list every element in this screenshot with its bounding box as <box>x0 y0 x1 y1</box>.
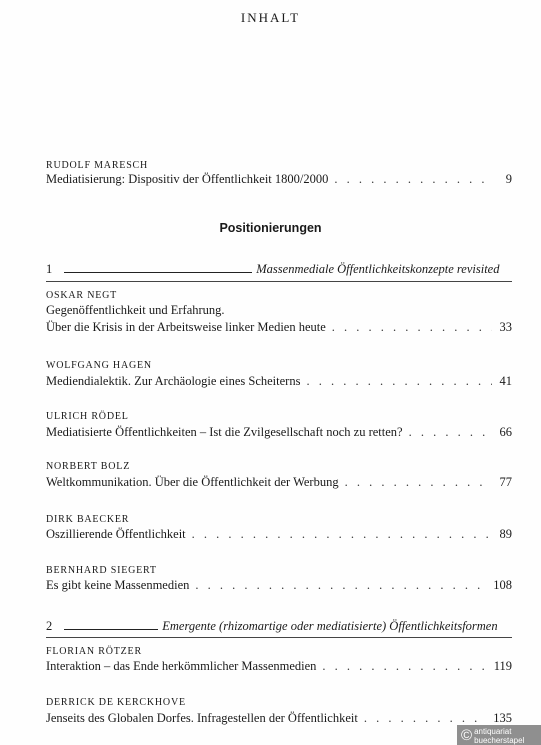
author-name: WOLFGANG HAGEN <box>46 360 152 371</box>
page-number: 33 <box>499 320 512 334</box>
watermark-line: buecherstapel <box>474 735 525 745</box>
copyright-icon: © <box>461 727 473 744</box>
leader-dots <box>345 475 492 490</box>
part-number: 2 <box>46 619 53 633</box>
part-rule <box>64 628 158 630</box>
entry-title: Mediatisierung: Dispositiv der Öffentlichkeit 1800/2000 <box>46 172 329 186</box>
entry-title: Jenseits des Globalen Dorfes. Infragestellen der Öffentlichkeit <box>46 711 358 725</box>
toc-entry[interactable] <box>46 527 512 542</box>
part-rule <box>64 271 252 273</box>
part-heading <box>46 262 512 277</box>
part-number: 1 <box>46 262 53 276</box>
leader-dots <box>306 374 492 389</box>
toc-entry[interactable] <box>46 374 512 389</box>
entry-title: Oszillierende Öffentlichkeit <box>46 527 186 541</box>
leader-dots <box>322 659 487 674</box>
leader-dots <box>409 425 492 440</box>
page-number: 66 <box>499 425 512 439</box>
watermark-line: antiquariat <box>474 726 512 736</box>
author-name: BERNHARD SIEGERT <box>46 565 157 576</box>
divider <box>46 281 512 282</box>
divider <box>46 637 512 638</box>
entry-title: Mediatisierte Öffentlichkeiten – Ist die Zvilgesellschaft noch zu retten? <box>46 425 403 439</box>
section-title: Positionierungen <box>219 221 322 235</box>
toc-entry[interactable] <box>46 425 512 440</box>
leader-dots <box>334 172 492 187</box>
page-number: 9 <box>505 172 512 186</box>
toc-entry[interactable] <box>46 475 512 490</box>
page-number: 135 <box>493 711 512 725</box>
leader-dots <box>195 578 487 593</box>
author-name: ULRICH RÖDEL <box>46 411 129 422</box>
page-number: 41 <box>499 374 512 388</box>
page-number: 77 <box>499 475 512 489</box>
author-name: NORBERT BOLZ <box>46 461 131 472</box>
author-name: FLORIAN RÖTZER <box>46 646 142 657</box>
entry-title: Interaktion – das Ende herkömmlicher Massenmedien <box>46 659 317 673</box>
page-number: 119 <box>493 659 512 673</box>
leader-dots <box>332 320 492 335</box>
page-heading: INHALT <box>240 10 301 25</box>
entry-title: Weltkommunikation. Über die Öffentlichkeit der Werbung <box>46 475 339 489</box>
leader-dots <box>364 711 487 726</box>
watermark-badge <box>457 725 541 745</box>
toc-entry[interactable] <box>46 172 512 187</box>
entry-title: Mediendialektik. Zur Archäologie eines Scheiterns <box>46 374 301 388</box>
part-title: Emergente (rhizomartige oder mediatisierte) Öffentlichkeitsformen <box>162 619 498 633</box>
entry-title: Es gibt keine Massenmedien <box>46 578 190 592</box>
watermark-text <box>474 727 524 745</box>
author-name: DERRICK DE KERCKHOVE <box>46 697 186 708</box>
leader-dots <box>192 527 492 542</box>
entry-title: Über die Krisis in der Arbeitsweise linker Medien heute <box>46 320 326 334</box>
toc-entry[interactable] <box>46 659 512 674</box>
page-number: 108 <box>493 578 512 592</box>
toc-entry[interactable] <box>46 320 512 335</box>
part-heading <box>46 619 512 634</box>
author-name: OSKAR NEGT <box>46 290 118 301</box>
part-title: Massenmediale Öffentlichkeitskonzepte revisited <box>256 262 500 276</box>
author-name: DIRK BAECKER <box>46 514 130 525</box>
toc-entry[interactable] <box>46 711 512 726</box>
author-name: RUDOLF MARESCH <box>46 160 149 171</box>
page-number: 89 <box>499 527 512 541</box>
entry-title-line: Gegenöffentlichkeit und Erfahrung. <box>46 303 225 317</box>
toc-entry[interactable] <box>46 578 512 593</box>
